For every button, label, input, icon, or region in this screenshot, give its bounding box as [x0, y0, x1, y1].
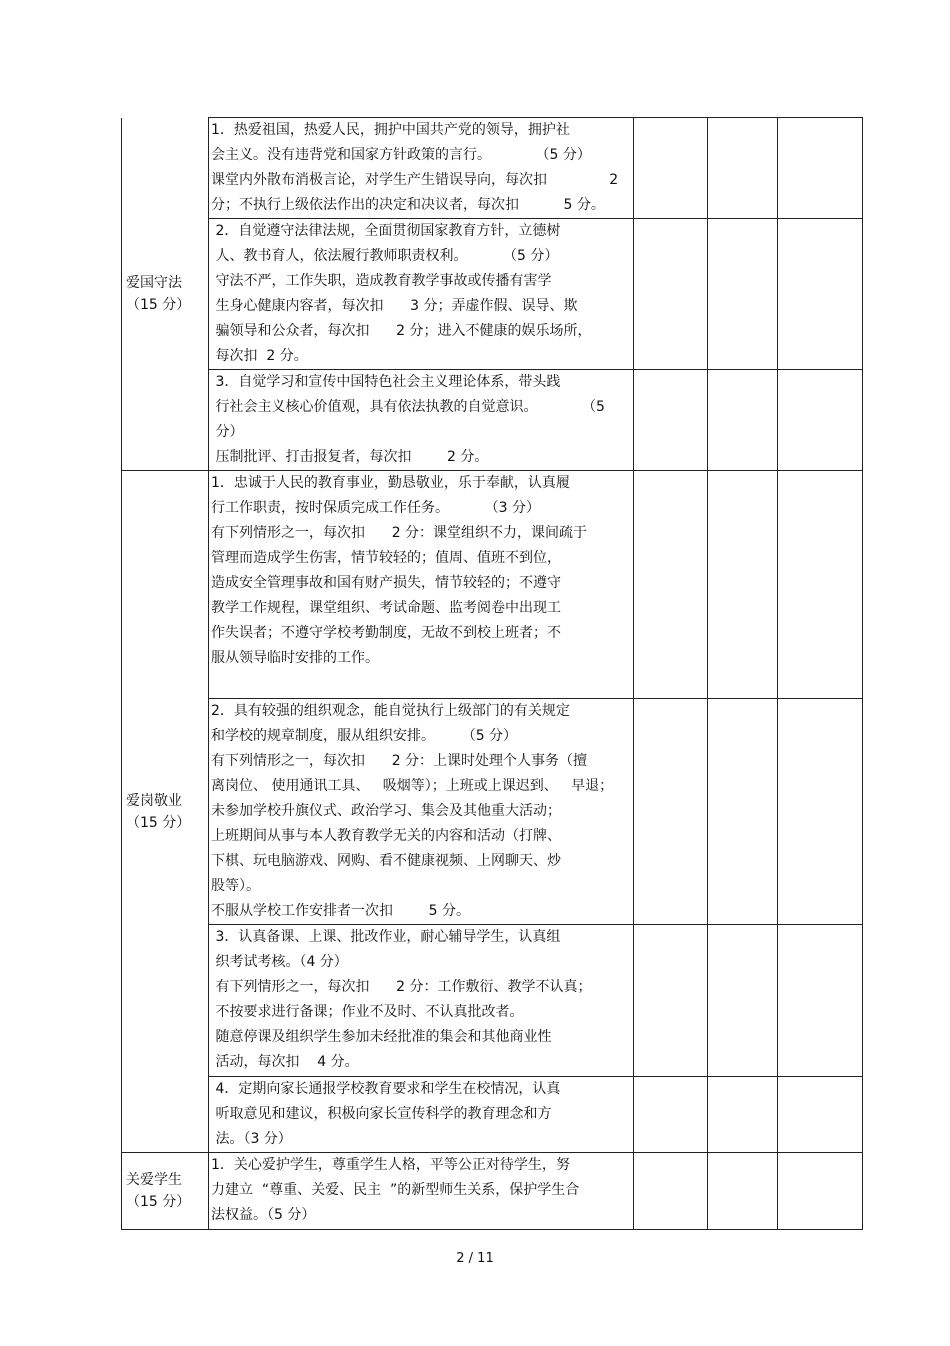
criterion-line: 教学工作规程，课堂组织、考试命题、监考阅卷中出现工: [211, 600, 561, 616]
criterion-line: 和学校的规章制度，服从组织安排。 （5 分）: [211, 728, 518, 744]
score-cell[interactable]: [778, 118, 863, 219]
criterion-line: 分；不执行上级依法作出的决定和决议者，每次扣 5 分。: [211, 197, 605, 213]
table-row: [122, 925, 863, 1077]
table-row: [122, 471, 863, 699]
criterion-line: 4．定期向家长通报学校教育要求和学生在校情况，认真: [211, 1081, 561, 1097]
table-row: [122, 370, 863, 471]
score-cell[interactable]: [708, 925, 778, 1077]
criterion-line: 压制批评、打击报复者，每次扣 2 分。: [211, 449, 489, 465]
score-cell[interactable]: [708, 118, 778, 219]
criterion-line: 生身心健康内容者，每次扣 3 分；弄虚作假、误导、欺: [211, 298, 578, 314]
criterion-line: 行工作职责，按时保质完成工作任务。 （3 分）: [211, 500, 540, 516]
category-name: 爱岗敬业: [126, 792, 182, 809]
category-name: 爱国守法: [126, 274, 182, 291]
score-cell[interactable]: [708, 471, 778, 699]
score-cell[interactable]: [634, 699, 708, 925]
criterion-line: 分）: [211, 424, 244, 440]
criterion-line: 下棋、玩电脑游戏、网购、看不健康视频、上网聊天、炒: [211, 853, 561, 869]
page-number: 2 / 11: [456, 1251, 494, 1266]
criterion-cell: [209, 370, 634, 471]
score-cell[interactable]: [634, 370, 708, 471]
score-cell[interactable]: [778, 925, 863, 1077]
evaluation-table: [121, 117, 863, 1230]
score-cell[interactable]: [634, 1077, 708, 1153]
criterion-line: 3．认真备课、上课、批改作业，耐心辅导学生，认真组: [211, 929, 561, 945]
criterion-line: 离岗位、 使用通讯工具、 吸烟等）；上班或上课迟到、 早退；: [211, 778, 614, 794]
criterion-line: 法。（3 分）: [211, 1131, 292, 1147]
criterion-line: 有下列情形之一，每次扣 2 分：上课时处理个人事务（擅: [211, 753, 588, 769]
criterion-cell: [209, 219, 634, 370]
score-cell[interactable]: [708, 1153, 778, 1230]
category-cell-patriotism: [122, 118, 209, 471]
criterion-cell: [209, 471, 634, 699]
criterion-line: 1．热爱祖国，热爱人民，拥护中国共产党的领导，拥护社: [211, 122, 570, 138]
criterion-line: 1．忠诚于人民的教育事业，勤恳敬业，乐于奉献，认真履: [211, 475, 570, 491]
score-cell[interactable]: [778, 699, 863, 925]
criterion-line: 3．自觉学习和宣传中国特色社会主义理论体系，带头践: [211, 374, 561, 390]
criterion-line: 力建立 “尊重、关爱、民主 ”的新型师生关系，保护学生合: [211, 1182, 580, 1198]
score-cell[interactable]: [708, 699, 778, 925]
table-row: [122, 1077, 863, 1153]
criterion-line: 织考试考核。（4 分）: [211, 954, 348, 970]
category-score: （15 分）: [126, 1194, 191, 1210]
criterion-line: 法权益。（5 分）: [211, 1207, 316, 1223]
criterion-line: 活动，每次扣 4 分。: [211, 1054, 359, 1070]
category-score: （15 分）: [126, 296, 191, 313]
criterion-line: 股等）。: [211, 878, 260, 894]
criterion-line: 作失误者；不遵守学校考勤制度，无故不到校上班者；不: [211, 625, 561, 641]
criterion-line: 有下列情形之一，每次扣 2 分：工作敷衍、教学不认真；: [211, 979, 592, 995]
category-name: 关爱学生: [126, 1172, 182, 1188]
criterion-line: 每次扣 2 分。: [211, 348, 308, 364]
criterion-line: 不服从学校工作安排者一次扣 5 分。: [211, 903, 470, 919]
criterion-line: 2．自觉遵守法律法规，全面贯彻国家教育方针，立德树: [211, 223, 561, 239]
criterion-cell: [209, 1077, 634, 1153]
score-cell[interactable]: [708, 370, 778, 471]
criterion-cell: [209, 925, 634, 1077]
category-cell-dedication: [122, 471, 209, 1153]
criterion-line: 造成安全管理事故和国有财产损失，情节较轻的；不遵守: [211, 575, 561, 591]
criterion-line: 未参加学校升旗仪式、政治学习、集会及其他重大活动；: [211, 803, 561, 819]
criterion-line: 2．具有较强的组织观念，能自觉执行上级部门的有关规定: [211, 703, 570, 719]
criterion-cell: [209, 1153, 634, 1230]
category-score: （15 分）: [126, 814, 191, 831]
score-cell[interactable]: [634, 471, 708, 699]
criterion-line: 听取意见和建议，积极向家长宣传科学的教育理念和方: [211, 1106, 552, 1122]
criterion-line: 管理而造成学生伤害，情节较轻的；值周、值班不到位，: [211, 550, 561, 566]
criterion-line: 不按要求进行备课；作业不及时、不认真批改者。: [211, 1004, 524, 1020]
criterion-line: 服从领导临时安排的工作。: [211, 650, 379, 666]
table-row: [122, 118, 863, 219]
criterion-line: 课堂内外散布消极言论，对学生产生错误导向，每次扣 2: [211, 172, 619, 188]
criterion-cell: [209, 118, 634, 219]
score-cell[interactable]: [778, 1077, 863, 1153]
score-cell[interactable]: [634, 1153, 708, 1230]
criterion-line: 人、教书育人，依法履行教师职责权利。 （5 分）: [211, 248, 559, 264]
criterion-line: 有下列情形之一，每次扣 2 分：课堂组织不力，课间疏于: [211, 525, 588, 541]
table-row: [122, 1153, 863, 1230]
criterion-line: 会主义。没有违背党和国家方针政策的言行。 （5 分）: [211, 147, 591, 163]
score-cell[interactable]: [708, 219, 778, 370]
criterion-line: 守法不严，工作失职，造成教育教学事故或传播有害学: [211, 273, 552, 289]
score-cell[interactable]: [778, 219, 863, 370]
score-cell[interactable]: [708, 1077, 778, 1153]
score-cell[interactable]: [634, 925, 708, 1077]
table-row: [122, 219, 863, 370]
score-cell[interactable]: [778, 471, 863, 699]
criterion-line: 1．关心爱护学生，尊重学生人格，平等公正对待学生，努: [211, 1157, 570, 1173]
criterion-line: 随意停课及组织学生参加未经批准的集会和其他商业性: [211, 1029, 552, 1045]
score-cell[interactable]: [634, 118, 708, 219]
criterion-cell: [209, 699, 634, 925]
score-cell[interactable]: [634, 219, 708, 370]
criterion-line: 骗领导和公众者，每次扣 2 分；进入不健康的娱乐场所，: [211, 323, 592, 339]
criterion-line: 上班期间从事与本人教育教学无关的内容和活动（打牌、: [211, 828, 561, 844]
criterion-line: 行社会主义核心价值观，具有依法执教的自觉意识。 （5: [211, 399, 605, 415]
score-cell[interactable]: [778, 1153, 863, 1230]
category-cell-caring: [122, 1153, 209, 1230]
score-cell[interactable]: [778, 370, 863, 471]
table-row: [122, 699, 863, 925]
